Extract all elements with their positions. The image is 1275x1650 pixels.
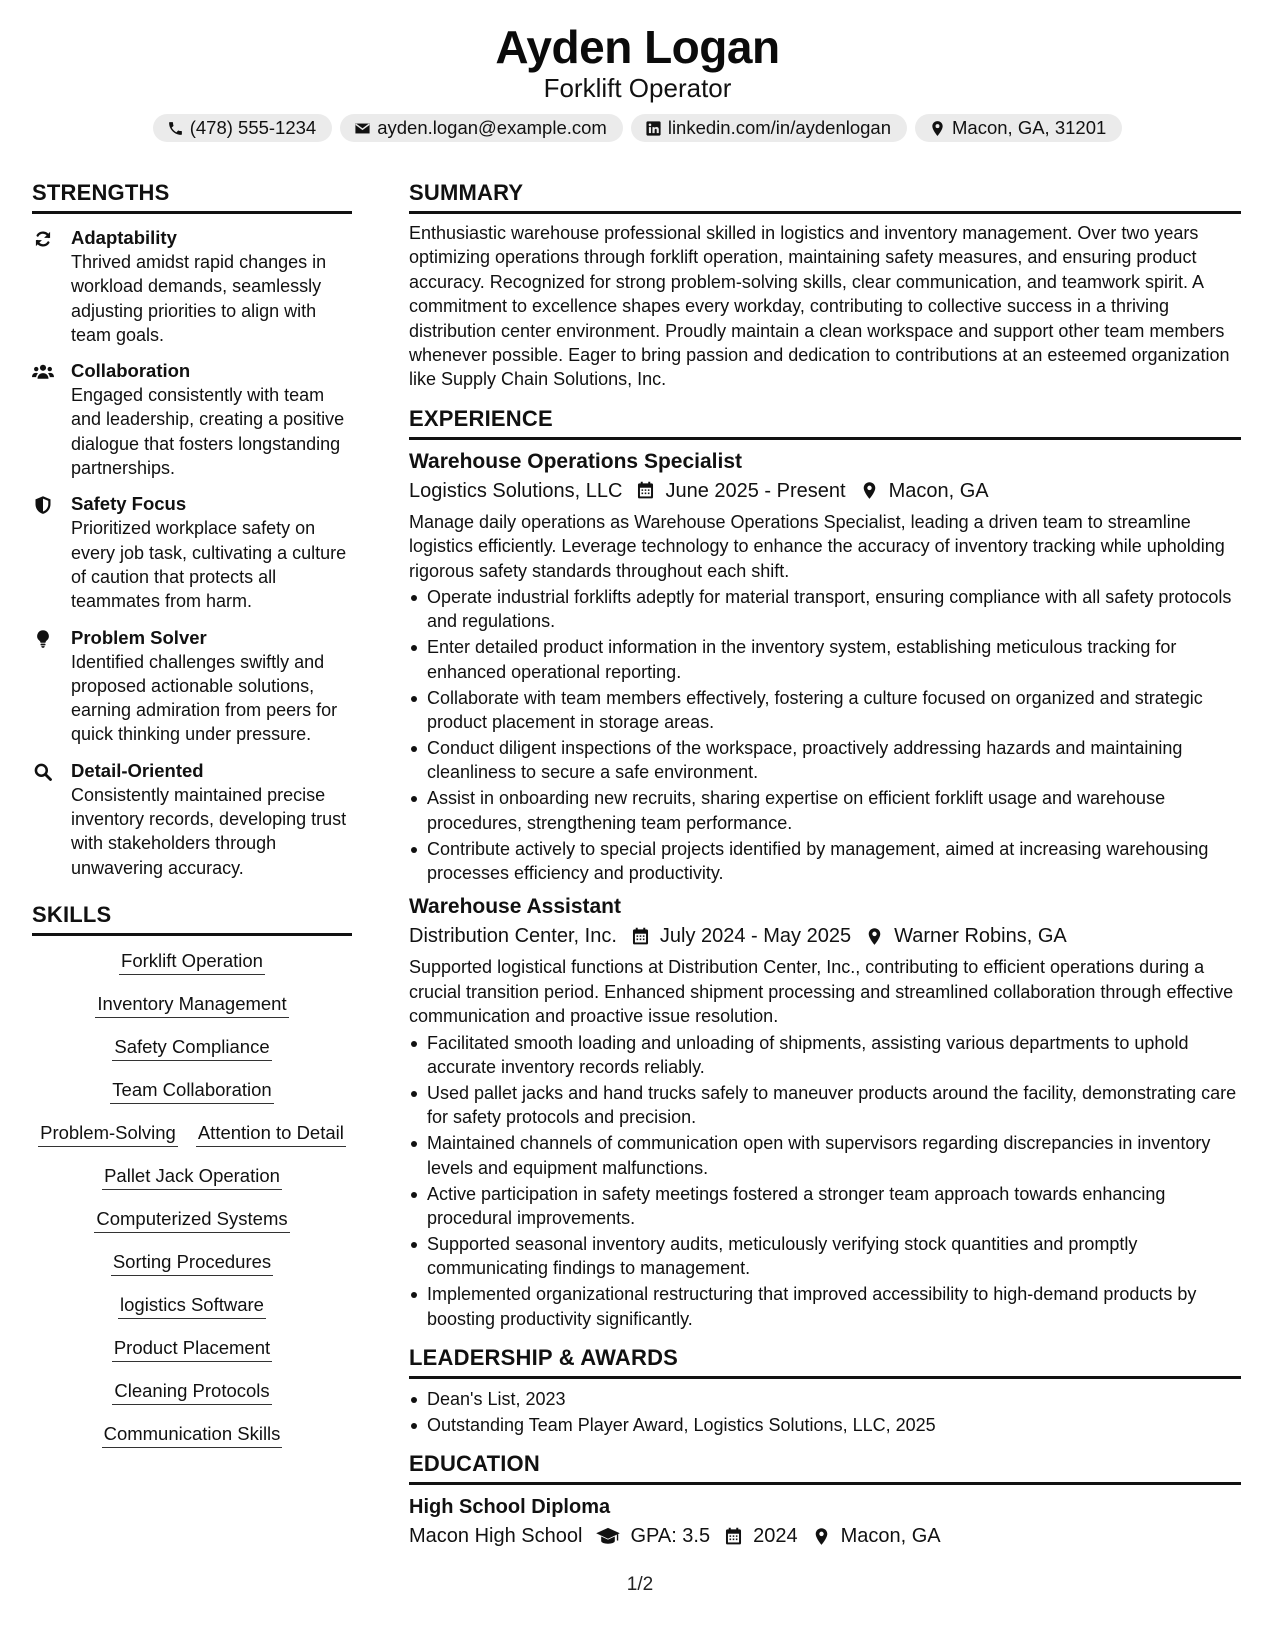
- strength-text: Identified challenges swiftly and proposed actionable solutions, earning admiration from peers for quick thinking under pressure.: [71, 651, 338, 745]
- school-name: Macon High School: [409, 1525, 583, 1548]
- calendar-icon: [631, 927, 650, 946]
- skill-tag: Sorting Procedures: [111, 1251, 273, 1276]
- list-item: Assist in onboarding new recruits, sharing expertise on efficient forklift usage and warehouse procedures, strengthening team performance.: [427, 786, 1241, 835]
- job-company: Logistics Solutions, LLC: [409, 479, 623, 502]
- calendar-icon: [724, 1527, 743, 1546]
- graduation-year: 2024: [753, 1525, 798, 1548]
- job-meta: [409, 476, 1241, 506]
- strength-title: Detail-Oriented: [71, 759, 204, 781]
- job-company: Distribution Center, Inc.: [409, 925, 617, 948]
- strength-title: Collaboration: [71, 360, 191, 382]
- skill-tag: Forklift Operation: [119, 950, 265, 975]
- shield-icon: [32, 495, 54, 515]
- list-item: Dean's List, 2023: [427, 1387, 1241, 1411]
- email-text: ayden.logan@example.com: [377, 117, 607, 138]
- gpa: GPA: 3.5: [630, 1525, 711, 1548]
- strength-item: [32, 359, 352, 480]
- job-bullets: [409, 1031, 1241, 1331]
- skill-tag: Team Collaboration: [110, 1079, 273, 1104]
- calendar-icon: [636, 481, 655, 500]
- job-bullets: [409, 585, 1241, 885]
- map-pin-icon: [929, 120, 946, 137]
- skill-tag: Pallet Jack Operation: [102, 1165, 282, 1190]
- arrows-rotate-icon: [32, 229, 54, 249]
- location-contact[interactable]: [915, 114, 1122, 142]
- map-pin-icon: [860, 481, 879, 500]
- education-meta: [409, 1521, 1241, 1551]
- skill-tag: Problem-Solving: [38, 1122, 178, 1147]
- awards-heading: LEADERSHIP & AWARDS: [409, 1345, 1241, 1379]
- job-description: Supported logistical functions at Distribution Center, Inc., contributing to efficient operations during a crucial transition period. Enhanced shipment processing and streamlined collaboration through effective communication and proactive issue resolution.: [409, 957, 1234, 1027]
- strength-title: Safety Focus: [71, 493, 187, 515]
- linkedin-contact[interactable]: [631, 114, 907, 142]
- education-heading: EDUCATION: [409, 1451, 1241, 1485]
- strength-item: [32, 226, 352, 347]
- list-item: Conduct diligent inspections of the workspace, proactively addressing hazards and maintaining cleanliness to secure a safe environment.: [427, 736, 1241, 785]
- degree: High School Diploma: [409, 1496, 611, 1519]
- job-location: Macon, GA: [888, 479, 989, 502]
- job-position: Warehouse Operations Specialist: [409, 449, 742, 473]
- strength-text: Thrived amidst rapid changes in workload demands, seamlessly adjusting priorities to align with team goals.: [71, 252, 327, 345]
- job-entry: [409, 448, 1241, 886]
- job-location: Warner Robins, GA: [894, 925, 1067, 948]
- candidate-name: Ayden Logan: [495, 21, 780, 73]
- phone-icon: [167, 120, 184, 137]
- resume-header: [0, 18, 1275, 142]
- job-title: Forklift Operator: [543, 73, 732, 103]
- skill-tag: Computerized Systems: [94, 1208, 289, 1233]
- school-location: Macon, GA: [840, 1525, 941, 1548]
- job-entry: [409, 893, 1241, 1331]
- skill-tag: Communication Skills: [102, 1423, 283, 1448]
- strength-title: Problem Solver: [71, 626, 207, 648]
- list-item: Operate industrial forklifts adeptly for material transport, ensuring compliance with all safety protocols and regulations.: [427, 585, 1241, 634]
- education-entry: [409, 1493, 1241, 1551]
- job-dates: July 2024 - May 2025: [659, 925, 852, 948]
- list-item: Used pallet jacks and hand trucks safely to maneuver products around the facility, demonstrating care for safety protocols and precision.: [427, 1081, 1241, 1130]
- skill-tag: Cleaning Protocols: [112, 1380, 271, 1405]
- list-item: Active participation in safety meetings fostered a stronger team approach towards enhancing procedural improvements.: [427, 1182, 1241, 1231]
- phone-contact[interactable]: [153, 114, 333, 142]
- phone-text: (478) 555-1234: [189, 117, 317, 138]
- list-item: Supported seasonal inventory audits, meticulously verifying stock quantities and promptly communicating findings to management.: [427, 1232, 1241, 1281]
- email-contact[interactable]: [340, 114, 623, 142]
- summary-text: Enthusiastic warehouse professional skilled in logistics and inventory management. Over two years optimizing operations through forklift operation, maintaining safety measures, and ensuring product accuracy. Recognized for strong problem-solving skills, clear communication, and teamwork spirit. A commitment to excellence shapes every workday, contributing to collective success in a thriving distribution center environment. Proudly maintain a clean workspace and support other team members whenever possible. Eager to bring passion and dedication to contributions at an esteemed organization like Supply Chain Solutions, Inc.: [409, 223, 1230, 390]
- strength-text: Engaged consistently with team and leadership, creating a positive dialogue that fosters longstanding partnerships.: [71, 385, 345, 479]
- search-icon: [32, 762, 54, 782]
- envelope-icon: [354, 120, 371, 137]
- skill-tag: Attention to Detail: [196, 1122, 346, 1147]
- skill-tag: Inventory Management: [95, 993, 288, 1018]
- strength-item: [32, 759, 352, 880]
- strength-text: Prioritized workplace safety on every job task, cultivating a culture of caution that protects all teammates from harm.: [71, 518, 347, 612]
- right-column: [409, 180, 1241, 1551]
- map-pin-icon: [812, 1527, 831, 1546]
- skill-tag: Safety Compliance: [112, 1036, 271, 1061]
- job-position: Warehouse Assistant: [409, 895, 621, 919]
- skills-list: [32, 950, 352, 1448]
- strength-text: Consistently maintained precise inventory records, developing trust with stakeholders through unwavering accuracy.: [71, 784, 347, 878]
- lightbulb-icon: [32, 629, 54, 649]
- awards-list: [409, 1387, 1241, 1437]
- contact-bar: [0, 114, 1275, 142]
- list-item: Facilitated smooth loading and unloading of shipments, assisting various departments to uphold accurate inventory records reliably.: [427, 1031, 1241, 1080]
- list-item: Maintained channels of communication open with supervisors regarding discrepancies in inventory levels and equipment malfunctions.: [427, 1131, 1241, 1180]
- linkedin-text: linkedin.com/in/aydenlogan: [667, 117, 892, 138]
- linkedin-icon: [645, 120, 662, 137]
- list-item: Contribute actively to special projects identified by management, aimed at increasing warehousing processes efficiency and productivity.: [427, 837, 1241, 886]
- job-description: Manage daily operations as Warehouse Operations Specialist, leading a driven team to streamline logistics efficiently. Leverage technology to enhance the accuracy of inventory tracking while upholding rigorous safety standards throughout each shift.: [409, 511, 1225, 581]
- experience-heading: EXPERIENCE: [409, 406, 1241, 440]
- location-text: Macon, GA, 31201: [952, 117, 1107, 138]
- skill-tag: logistics Software: [118, 1294, 266, 1319]
- list-item: Implemented organizational restructuring that improved accessibility to high-demand products by boosting productivity significantly.: [427, 1282, 1241, 1331]
- summary-heading: SUMMARY: [409, 180, 1241, 214]
- graduation-cap-icon: [596, 1526, 620, 1546]
- skills-heading: SKILLS: [32, 902, 352, 936]
- job-meta: [409, 921, 1241, 951]
- strengths-heading: STRENGTHS: [32, 180, 352, 214]
- list-item: Collaborate with team members effectively, fostering a culture focused on organized and strategic product placement in storage areas.: [427, 686, 1241, 735]
- map-pin-icon: [865, 927, 884, 946]
- strength-item: [32, 626, 352, 747]
- skill-tag: Product Placement: [112, 1337, 272, 1362]
- users-icon: [32, 362, 54, 382]
- left-column: [32, 180, 352, 1466]
- strength-item: [32, 492, 352, 613]
- job-dates: June 2025 - Present: [665, 479, 846, 502]
- page-number: 1/2: [626, 1574, 654, 1595]
- list-item: Outstanding Team Player Award, Logistics Solutions, LLC, 2025: [427, 1413, 1241, 1437]
- strength-title: Adaptability: [71, 227, 177, 248]
- list-item: Enter detailed product information in the inventory system, establishing meticulous tracking for enhanced operational reporting.: [427, 635, 1241, 684]
